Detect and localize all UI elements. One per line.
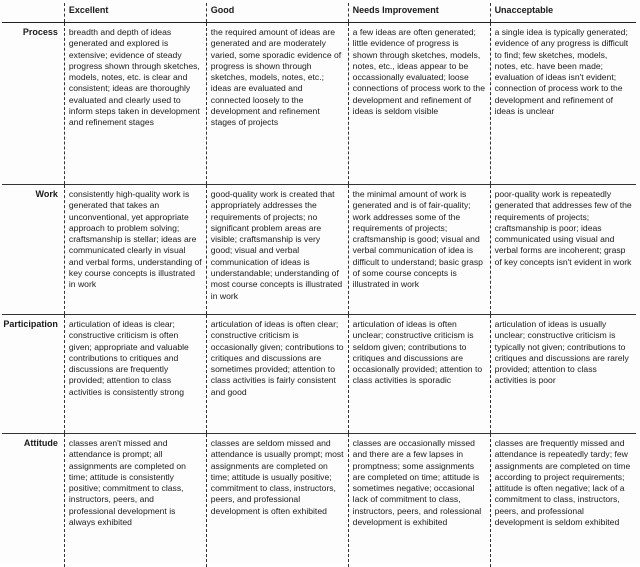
cell-participation-needs-improvement: articulation of ideas is often unclear; constructive criticism is seldom given; contributions to critiques and discussions are occasionally provided; attention to class activities is sporadic xyxy=(348,315,490,434)
cell-participation-excellent: articulation of ideas is clear; constructive criticism is often given; appropriate and valuable contributions to critiques and discussions are frequently provided; attention to class activities is consistently strong xyxy=(64,315,206,434)
cell-work-excellent: consistently high-quality work is generated that takes an unconventional, yet appropriate approach to problem solving; craftsmanship is stellar; ideas are communicated clearly in visual and verbal forms, understanding of key course concepts is illustrated in work xyxy=(64,185,206,315)
cell-participation-good: articulation of ideas is often clear; constructive criticism is occasionally given; contributions to critiques and discussions are sometimes provided; attention to class activities is fairly consistent and good xyxy=(206,315,348,434)
cell-attitude-good: classes are seldom missed and attendance is usually prompt; most assignments are completed on time; attitude is usually positive; commitment to class, instructors, peers, and professional development is often exhibited xyxy=(206,434,348,567)
cell-attitude-needs-improvement: classes are occasionally missed and there are a few lapses in promptness; some assignments are completed on time; attitude is sometimes negative; occasional lack of commitment to class, instructors, peers, and rolessional development is exhibited xyxy=(348,434,490,567)
header-row xyxy=(2,3,636,23)
cell-work-unacceptable: poor-quality work is repeatedly generated that addresses few of the requirements of projects; craftsmanship is poor; ideas communicated using visual and verbal forms are incoherent; grasp of key concepts isn't evident in work xyxy=(490,185,636,315)
row-process xyxy=(2,23,636,185)
cell-work-good: good-quality work is created that appropriately addresses the requirements of projects; no significant problem areas are visible; craftsmanship is very good; visual and verbal communication of ideas is understandable; understanding of most course concepts is illustrated in work xyxy=(206,185,348,315)
cell-process-excellent: breadth and depth of ideas generated and explored is extensive; evidence of steady progress shown through sketches, models, notes, etc. is clear and consistent; ideas are thoroughly evaluated and clearly used to inform steps taken in development and refinement stages xyxy=(64,23,206,185)
header-needs-improvement: Needs Improvement xyxy=(348,3,490,23)
cell-attitude-excellent: classes aren't missed and attendance is prompt; all assignments are completed on time; attitude is consistently positive; commitment to class, instructors, peers, and professional development is always exhibited xyxy=(64,434,206,567)
cell-process-good: the required amount of ideas are generated and are moderately varied, some sporadic evidence of progress is shown through sketches, models, notes, etc.; ideas are evaluated and connected loosely to the development and refinement stages of projects xyxy=(206,23,348,185)
criterion-participation: Participation xyxy=(2,315,64,434)
row-participation xyxy=(2,315,636,434)
cell-work-needs-improvement: the minimal amount of work is generated and is of fair-quality; work addresses some of the requirements of projects; craftsmanship is good; visual and verbal communication of idea is difficult to understand; basic grasp of some course concepts is illustrated in work xyxy=(348,185,490,315)
criterion-attitude: Attitude xyxy=(2,434,64,567)
row-attitude xyxy=(2,434,636,567)
header-excellent: Excellent xyxy=(64,3,206,23)
rubric-table xyxy=(2,3,636,567)
criterion-process: Process xyxy=(2,23,64,185)
cell-attitude-unacceptable: classes are frequently missed and attendance is repeatedly tardy; few assignments are completed on time according to project requirements; attitude is often negative; lack of a commitment to class, instructors, peers, and professional development is seldom exhibited xyxy=(490,434,636,567)
header-unacceptable: Unacceptable xyxy=(490,3,636,23)
header-corner xyxy=(2,3,64,23)
cell-process-needs-improvement: a few ideas are often generated; little evidence of progress is shown through sketches, models, notes, etc., ideas appear to be occassionally evaluated; loose connections of process work to the development and refinement of ideas is seldom visible xyxy=(348,23,490,185)
cell-participation-unacceptable: articulation of ideas is usually unclear; constructive criticism is typically not given; contributions to critiques and discussions are rarely provided; attention to class activities is poor xyxy=(490,315,636,434)
criterion-work: Work xyxy=(2,185,64,315)
row-work xyxy=(2,185,636,315)
header-good: Good xyxy=(206,3,348,23)
cell-process-unacceptable: a single idea is typically generated; evidence of any progress is difficult to find; few sketches, models, notes, etc. have been made; evaluation of ideas isn't evident; connection of process work to the development and refinement of ideas is unclear xyxy=(490,23,636,185)
